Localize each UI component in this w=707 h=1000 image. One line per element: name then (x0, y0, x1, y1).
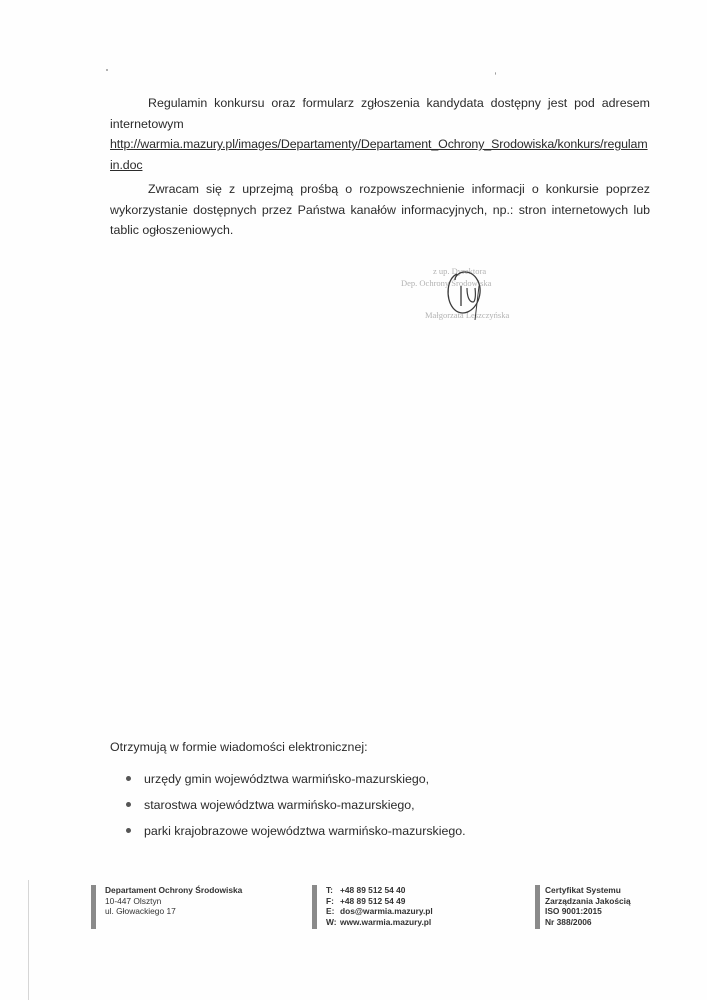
phone-row: T: +48 89 512 54 40 (326, 885, 406, 895)
signature-block (395, 258, 535, 338)
email-link[interactable]: dos@warmia.mazury.pl (340, 906, 433, 916)
phone-number: +48 89 512 54 40 (340, 885, 406, 895)
website-link[interactable]: www.warmia.mazury.pl (340, 916, 432, 927)
footer-bar (535, 885, 540, 929)
scan-edge-line (28, 880, 29, 1000)
recipients-section (110, 740, 630, 844)
scan-speck (495, 72, 496, 75)
email-row: E: dos@warmia.mazury.pl (326, 906, 433, 916)
signature-stamp-line2: Dep. Ochrony Środowiska (401, 278, 492, 288)
scan-speck (106, 69, 108, 71)
recipients-list (110, 766, 630, 844)
footer-bar (91, 885, 96, 929)
footer-certificate (535, 885, 631, 927)
bullet-icon (126, 828, 131, 833)
certificate-line4: Nr 388/2006 (545, 916, 592, 927)
list-item: parki krajobrazowe województwa warmińsko-mazurskiego. (110, 818, 630, 844)
list-item: urzędy gmin województwa warmińsko-mazurskiego, (110, 766, 630, 792)
paragraph-request: Zwracam się z uprzejmą prośbą o rozpowszechnienie informacji o konkursie poprzez wykorzystanie dostępnych przez Państwa kanałów informacyjnych, np.: stron internetowych lub tablic ogłoszeniowych. (110, 182, 650, 237)
footer-bar (312, 885, 317, 929)
footer-address (91, 885, 242, 917)
certificate-line3: ISO 9001:2015 (545, 906, 602, 916)
bullet-icon (126, 802, 131, 807)
postal-code-city: 10-447 Olsztyn (105, 895, 162, 906)
paragraph-regulations: Regulamin konkursu oraz formularz zgłoszenia kandydata dostępny jest pod adresem internetowym (110, 96, 650, 131)
letter-body (110, 93, 650, 241)
signature-stamp-line3: Małgorzata Leszczyńska (425, 310, 510, 320)
footer-contact (312, 885, 433, 927)
regulations-url[interactable]: http://warmia.mazury.pl/images/Departamenty/Departament_Ochrony_Srodowiska/konkurs/regulamin.doc (110, 137, 648, 172)
street-address: ul. Głowackiego 17 (105, 906, 176, 916)
recipients-heading: Otrzymują w formie wiadomości elektronicznej: (110, 740, 368, 754)
bullet-icon (126, 776, 131, 781)
department-name: Departament Ochrony Środowiska (105, 885, 243, 895)
website-row: W: www.warmia.mazury.pl (326, 916, 432, 927)
signature-stamp-line1: z up. Dyrektora (433, 266, 487, 276)
certificate-line2: Zarządzania Jakością (545, 895, 631, 906)
fax-row: F: +48 89 512 54 49 (326, 895, 406, 906)
list-item: starostwa województwa warmińsko-mazurskiego, (110, 792, 630, 818)
fax-number: +48 89 512 54 49 (340, 895, 406, 906)
handwritten-signature (395, 258, 535, 338)
certificate-line1: Certyfikat Systemu (545, 885, 621, 895)
